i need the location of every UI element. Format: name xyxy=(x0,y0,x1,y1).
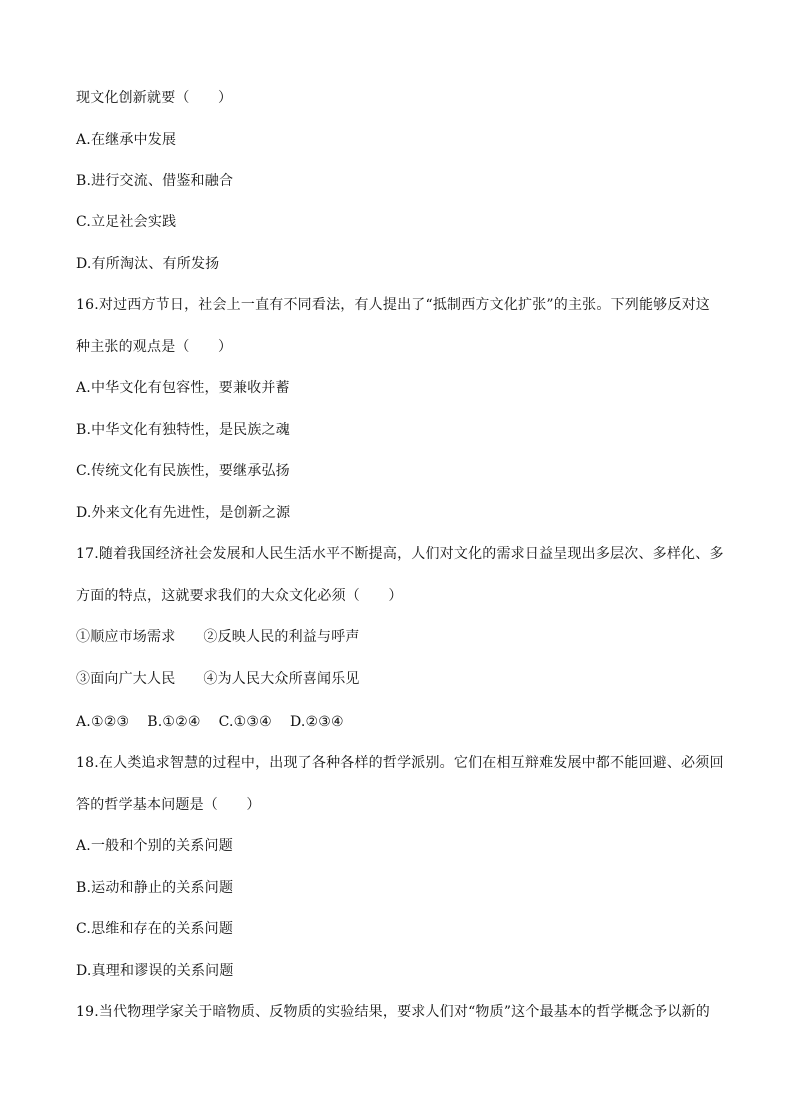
q16-option-d: D.外来文化有先进性，是创新之源 xyxy=(76,505,291,521)
question-18-stem-line1: 18.在人类追求智慧的过程中，出现了各种各样的哲学派别。它们在相互辩难发展中都不能回避、必须回 xyxy=(76,755,724,771)
q18-option-a: A.一般和个别的关系问题 xyxy=(76,838,233,854)
question-17-stem-line1: 17.随着我国经济社会发展和人民生活水平不断提高，人们对文化的需求日益呈现出多层次、多样化、多 xyxy=(76,546,724,562)
q15-option-b: B.进行交流、借鉴和融合 xyxy=(76,173,234,189)
q17-statements-row1 xyxy=(76,627,730,647)
q17-option-c: C.①③④ xyxy=(218,714,272,730)
q15-option-a: A.在继承中发展 xyxy=(76,132,177,148)
q17-option-b: B.①②④ xyxy=(147,714,201,730)
question-16-stem-line2: 种主张的观点是（ ） xyxy=(76,339,233,355)
q16-option-a: A.中华文化有包容性，要兼收并蓄 xyxy=(76,380,290,396)
question-16-stem-line1: 16.对过西方节日，社会上一直有不同看法，有人提出了“抵制西方文化扩张”的主张。下列能够反对这 xyxy=(76,297,710,313)
question-15-stem-end: 现文化创新就要（ ） xyxy=(76,90,233,106)
question-18-stem-line2: 答的哲学基本问题是（ ） xyxy=(76,797,261,813)
q17-statements-row2 xyxy=(76,669,730,689)
q15-option-c: C.立足社会实践 xyxy=(76,214,177,230)
question-19-stem-line1: 19.当代物理学家关于暗物质、反物质的实验结果，要求人们对“物质”这个最基本的哲学概念予以新的 xyxy=(76,1004,710,1020)
q15-option-d: D.有所淘汰、有所发扬 xyxy=(76,256,220,272)
q17-statement-1: ①顺应市场需求 xyxy=(76,629,176,645)
q17-option-d: D.②③④ xyxy=(289,714,344,730)
q18-option-d: D.真理和谬误的关系问题 xyxy=(76,963,234,979)
q17-option-a: A.①②③ xyxy=(76,714,130,730)
q16-option-b: B.中华文化有独特性，是民族之魂 xyxy=(76,422,290,438)
q16-option-c: C.传统文化有民族性，要继承弘扬 xyxy=(76,463,290,479)
q17-statement-3: ③面向广大人民 xyxy=(76,671,176,687)
q17-options-row xyxy=(76,712,730,732)
question-17-stem-line2: 方面的特点，这就要求我们的大众文化必须（ ） xyxy=(76,588,403,604)
q18-option-c: C.思维和存在的关系问题 xyxy=(76,921,234,937)
q17-statement-4: ④为人民大众所喜闻乐见 xyxy=(203,671,360,687)
q18-option-b: B.运动和静止的关系问题 xyxy=(76,880,234,896)
q17-statement-2: ②反映人民的利益与呼声 xyxy=(203,629,360,645)
